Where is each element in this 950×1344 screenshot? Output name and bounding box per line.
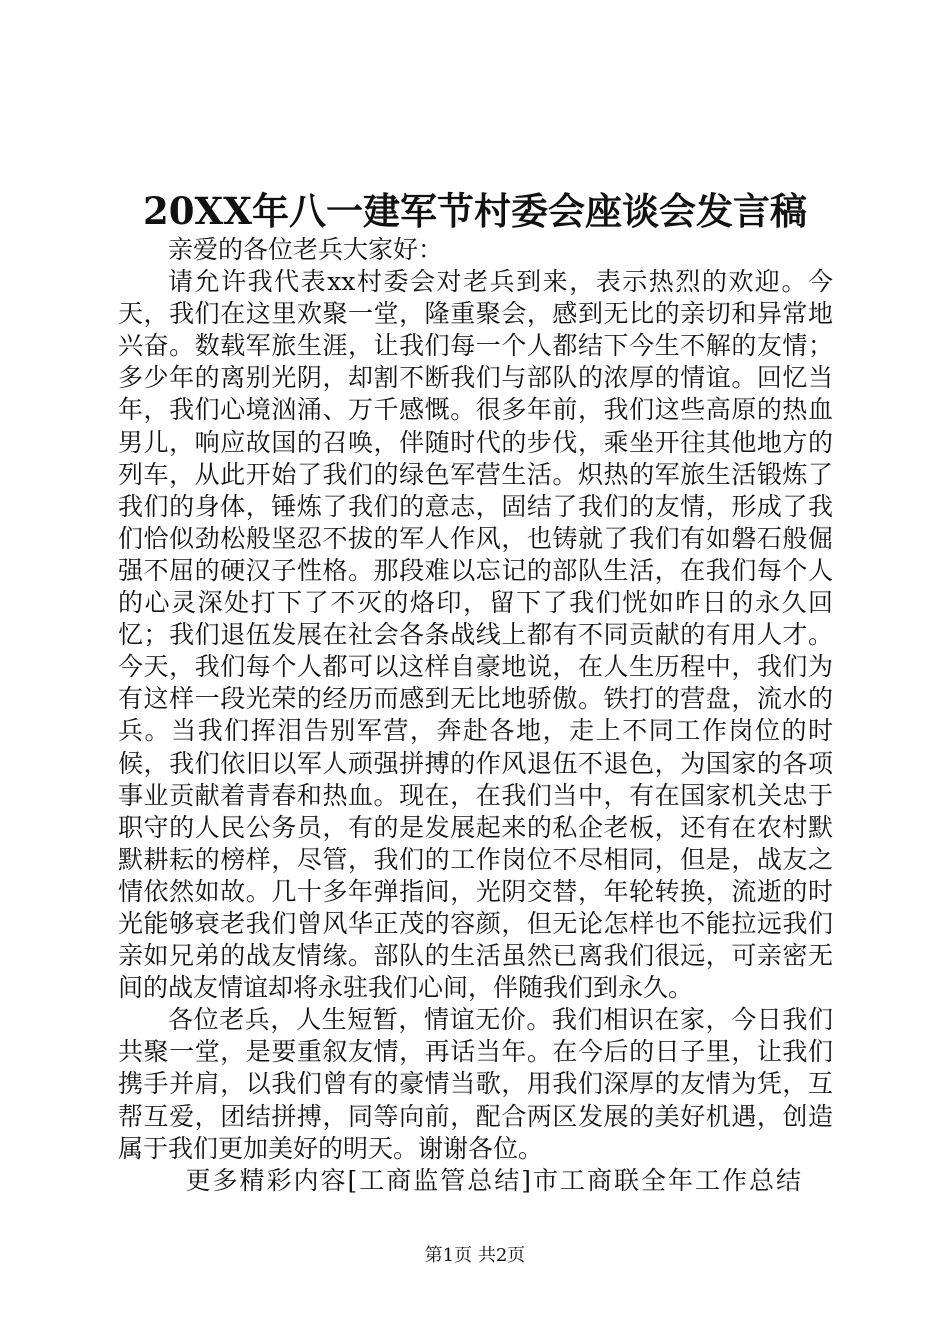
closing-paragraph: 各位老兵，人生短暂，情谊无价。我们相识在家，今日我们共聚一堂，是要重叙友情，再话当年。在今后的日子里，让我们携手并肩，以我们曾有的豪情当歌，用我们深厚的友情为凭，互帮互爱，团结拼搏，同等向前，配合两区发展的美好机遇，创造属于我们更加美好的明天。谢谢各位。 (118, 1005, 833, 1163)
page-indicator: 第1页 共2页 (424, 1245, 526, 1266)
greeting-paragraph: 亲爱的各位老兵大家好： (168, 235, 444, 264)
document-body (118, 234, 833, 1197)
more-content-line: 更多精彩内容[工商监管总结]市工商联全年工作总结 (185, 1165, 804, 1195)
document-title: 20XX年八一建军节村委会座谈会发言稿 (143, 189, 807, 233)
main-paragraph: 请允许我代表xx村委会对老兵到来，表示热烈的欢迎。今天，我们在这里欢聚一堂，隆重聚会，感到无比的亲切和异常地兴奋。数载军旅生涯，让我们每一个人都结下今生不解的友情；多少年的离别光阴，却割不断我们与部队的浓厚的情谊。回忆当年，我们心境汹涌、万千感慨。很多年前，我们这些高原的热血男儿，响应故国的召唤，伴随时代的步伐，乘坐开往其他地方的列车，从此开始了我们的绿色军营生活。炽热的军旅生活锻炼了我们的身体，锤炼了我们的意志，固结了我们的友情，形成了我们恰似劲松般坚忍不拔的军人作风，也铸就了我们有如磐石般倔强不屈的硬汉子性格。那段难以忘记的部队生活，在我们每个人的心灵深处打下了不灭的烙印，留下了我们恍如昨日的永久回忆；我们退伍发展在社会各条战线上都有不同贡献的有用人才。今天，我们每个人都可以这样自豪地说，在人生历程中，我们为有这样一段光荣的经历而感到无比地骄傲。铁打的营盘，流水的兵。当我们挥泪告别军营，奔赴各地，走上不同工作岗位的时候，我们依旧以军人顽强拼搏的作风退伍不退色，为国家的各项事业贡献着青春和热血。现在，在我们当中，有在国家机关忠于职守的人民公务员，有的是发展起来的私企老板，还有在农村默默耕耘的榜样，尽管，我们的工作岗位不尽相同，但是，战友之情依然如故。几十多年弹指间，光阴交替，年轮转换，流逝的时光能够衰老我们曾风华正茂的容颜，但无论怎样也不能拉远我们亲如兄弟的战友情缘。部队的生活虽然已离我们很远，可亲密无间的战友情谊却将永驻我们心间，伴随我们到永久。 (118, 267, 833, 1003)
